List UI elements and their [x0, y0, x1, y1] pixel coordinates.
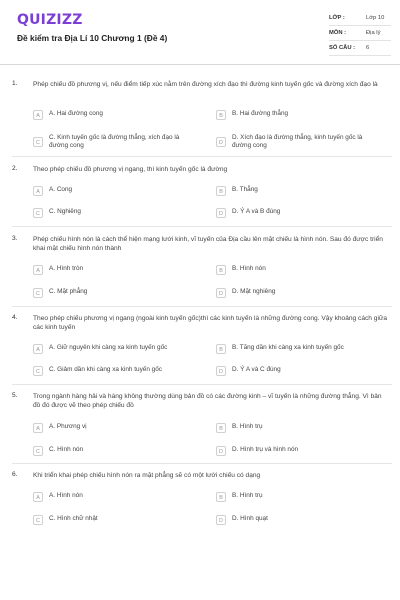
option-text: B. Thẳng — [232, 186, 258, 193]
question-number: 5. — [12, 392, 18, 399]
divider — [12, 306, 392, 307]
option-letter-box: C — [33, 446, 43, 456]
option-letter-box: C — [33, 288, 43, 298]
option-letter-box: D — [216, 137, 226, 147]
quizizz-logo: QUIZIZZ — [17, 12, 83, 28]
option-text: A. Phương vị — [49, 423, 87, 430]
option-letter-box: B — [216, 492, 226, 502]
option-text: D. Ý A và C đúng — [232, 366, 281, 373]
option-text: A. Hai đường cong — [49, 110, 103, 117]
option-letter-box: A — [33, 110, 43, 120]
option-text: C. Hình nón — [49, 446, 84, 453]
option-text: A. Cong — [49, 186, 73, 193]
question-text: Trong ngành hàng hải và hàng không thường dùng bản đồ có các đường kinh – vĩ tuyến là những đường thẳng. Vì bản đồ đó được vẽ theo phép chiếu đồ — [33, 393, 382, 410]
option-letter-box: B — [216, 344, 226, 354]
option-text: B. Tăng dần khi càng xa kinh tuyến gốc — [232, 344, 344, 351]
option-letter-box: A — [33, 265, 43, 275]
option-text: C. Giảm dần khi càng xa kinh tuyến gốc — [49, 366, 162, 373]
question-text: Theo phép chiếu đồ phương vị ngang, thì kinh tuyến gốc là đường — [33, 166, 228, 173]
option-letter-box: D — [216, 366, 226, 376]
divider — [329, 55, 391, 56]
option-text: C. Nghiêng — [49, 208, 81, 215]
option-text: C. Hình chữ nhật — [49, 515, 98, 522]
question-text: Theo phép chiếu phương vị ngang (ngoài kinh tuyến gốc)thì các kinh tuyến là những đường cong. Vậy khoảng cách giữa các kinh tuyến — [33, 315, 388, 332]
option-text: D. Hình trụ và hình nón — [232, 446, 299, 453]
option-text: D. Mặt nghiêng — [232, 288, 276, 295]
info-value: Địa lý — [366, 30, 381, 36]
option-text: A. Giữ nguyên khi càng xa kinh tuyến gốc — [49, 344, 168, 351]
divider — [12, 463, 392, 464]
option-text: A. Hình nón — [49, 492, 83, 499]
question-number: 3. — [12, 235, 18, 242]
option-letter-box: C — [33, 208, 43, 218]
option-text: D. Ý A và B đúng — [232, 208, 281, 215]
option-letter-box: A — [33, 423, 43, 433]
question-text: Khi triển khai phép chiếu hình nón ra mặt phẳng sẽ có một lưới chiếu có dạng — [33, 472, 261, 479]
option-letter-box: A — [33, 344, 43, 354]
info-label: SỐ CÂU : — [329, 45, 356, 51]
page-title: Đề kiểm tra Địa Lí 10 Chương 1 (Đề 4) — [17, 33, 168, 43]
option-text: A. Hình tròn — [49, 265, 84, 272]
option-letter-box: B — [216, 110, 226, 120]
option-letter-box: D — [216, 208, 226, 218]
option-text: C. Mặt phẳng — [49, 288, 88, 295]
divider — [12, 384, 392, 385]
option-letter-box: C — [33, 137, 43, 147]
divider — [329, 25, 391, 26]
option-text: D. Hình quạt — [232, 515, 268, 522]
divider — [12, 156, 392, 157]
option-letter-box: C — [33, 515, 43, 525]
question-text: Phép chiếu hình nón là cách thể hiện mạng lưới kinh, vĩ tuyến của Địa cầu lên mặt chiếu là hình nón. Sau đó được triển khai mặt chiếu hình nón thành — [33, 236, 383, 253]
option-text: C. Kinh tuyến gốc là đường thẳng, xích đạo là đường cong — [49, 134, 180, 150]
question-number: 4. — [12, 314, 18, 321]
question-text: Phép chiếu đồ phương vị, nếu điểm tiếp xúc nằm trên đường xích đạo thì đường kinh tuyến gốc và đường xích đạo là — [33, 81, 378, 88]
info-label: LỚP : — [329, 15, 345, 21]
option-text: D. Xích đạo là đường thẳng, kinh tuyến gốc là đường cong — [232, 134, 363, 150]
option-letter-box: D — [216, 288, 226, 298]
option-letter-box: B — [216, 423, 226, 433]
option-letter-box: A — [33, 492, 43, 502]
option-letter-box: C — [33, 366, 43, 376]
question-number: 1. — [12, 80, 18, 87]
page-header — [0, 0, 400, 65]
divider — [12, 226, 392, 227]
option-letter-box: B — [216, 265, 226, 275]
option-letter-box: A — [33, 186, 43, 196]
option-text: B. Hai đường thẳng — [232, 110, 289, 117]
option-letter-box: B — [216, 186, 226, 196]
info-label: MÔN : — [329, 30, 347, 36]
question-number: 6. — [12, 471, 18, 478]
option-text: B. Hình nón — [232, 265, 266, 272]
question-number: 2. — [12, 165, 18, 172]
option-text: B. Hình trụ — [232, 423, 263, 430]
option-text: B. Hình trụ — [232, 492, 263, 499]
divider — [329, 40, 391, 41]
info-value: Lớp 10 — [366, 15, 385, 21]
option-letter-box: D — [216, 515, 226, 525]
info-value: 6 — [366, 45, 370, 51]
option-letter-box: D — [216, 446, 226, 456]
